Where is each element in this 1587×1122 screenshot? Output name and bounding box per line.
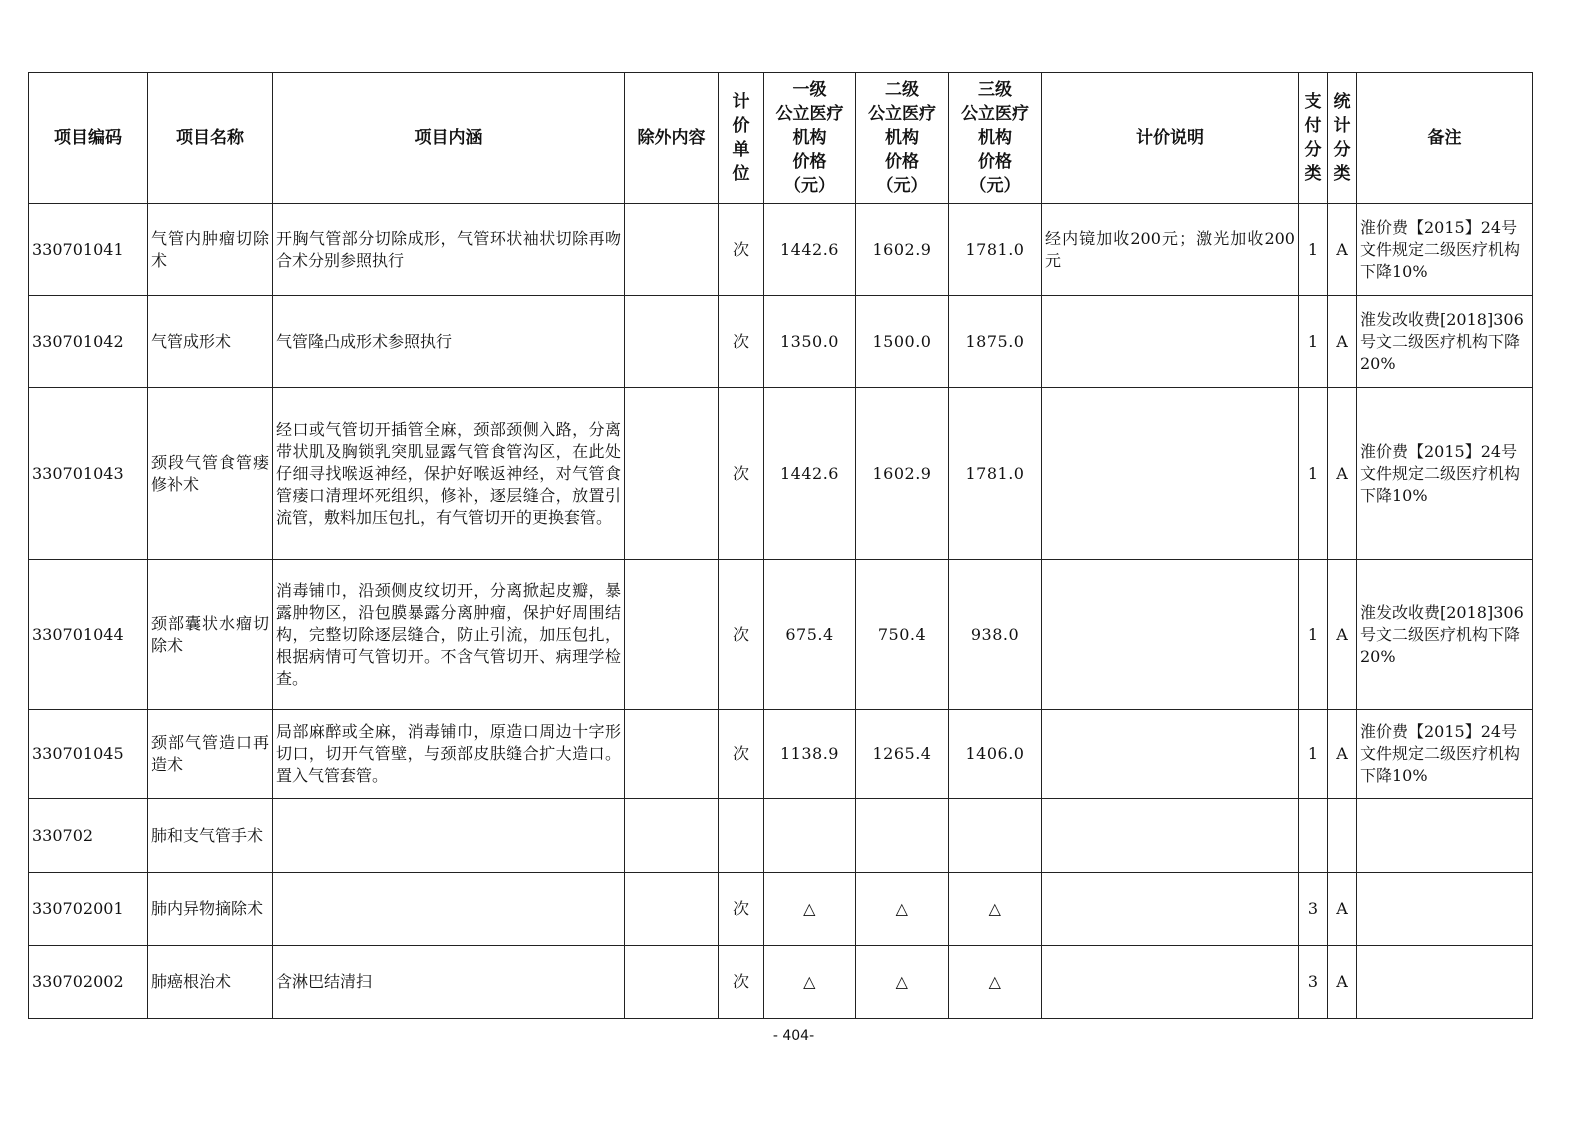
cell-remark (1357, 946, 1533, 1019)
header-level3-line: 价格 (978, 152, 1012, 172)
header-pay-category (1299, 73, 1328, 204)
cell-pricing-note (1042, 388, 1299, 560)
table-body (29, 204, 1533, 1019)
cell-pricing-note (1042, 710, 1299, 799)
cell-level1-price: 1138.9 (764, 710, 856, 799)
table-header (29, 73, 1533, 204)
header-stat-line: 类 (1333, 164, 1351, 184)
cell-name: 肺内异物摘除术 (148, 873, 273, 946)
table-row (29, 388, 1533, 560)
cell-unit: 次 (719, 710, 764, 799)
cell-level2-price: △ (856, 946, 949, 1019)
cell-name: 气管成形术 (148, 296, 273, 388)
cell-code: 330701042 (29, 296, 148, 388)
cell-code: 330701043 (29, 388, 148, 560)
cell-name: 气管内肿瘤切除术 (148, 204, 273, 296)
cell-level1-price (764, 799, 856, 873)
table-row (29, 710, 1533, 799)
header-level1-line: 一级 (792, 80, 827, 100)
cell-unit: 次 (719, 388, 764, 560)
cell-pricing-note: 经内镜加收200元；激光加收200元 (1042, 204, 1299, 296)
cell-exclusion (625, 388, 719, 560)
cell-pricing-note (1042, 560, 1299, 710)
cell-level1-price: △ (764, 873, 856, 946)
cell-code: 330701045 (29, 710, 148, 799)
header-stat-line: 统 (1333, 92, 1351, 112)
cell-content: 气管隆凸成形术参照执行 (273, 296, 625, 388)
cell-content: 经口或气管切开插管全麻，颈部颈侧入路，分离带状肌及胸锁乳突肌显露气管食管沟区，在此处仔细寻找喉返神经，保护好喉返神经，对气管食管瘘口清理坏死组织，修补，逐层缝合，放置引流管，敷料加压包扎，有气管切开的更换套管。 (273, 388, 625, 560)
header-unit-line: 价 (732, 116, 750, 136)
header-level2-line: 价格 (885, 152, 919, 172)
cell-level1-price: 675.4 (764, 560, 856, 710)
header-level3-line: 机构 (978, 128, 1012, 148)
header-pricing-note: 计价说明 (1042, 73, 1299, 204)
cell-pricing-note (1042, 296, 1299, 388)
cell-level2-price: 750.4 (856, 560, 949, 710)
cell-stat-category: A (1328, 873, 1357, 946)
page-number: - 404- (772, 1028, 815, 1044)
cell-name: 肺和支气管手术 (148, 799, 273, 873)
cell-pricing-note (1042, 799, 1299, 873)
header-level1-line: （元） (784, 176, 835, 196)
table-row (29, 204, 1533, 296)
cell-level3-price: 1781.0 (949, 388, 1042, 560)
cell-remark (1357, 799, 1533, 873)
header-level1-line: 公立医疗 (775, 104, 844, 124)
cell-name: 颈部气管造口再造术 (148, 710, 273, 799)
price-table (28, 72, 1533, 1019)
cell-level2-price: 1265.4 (856, 710, 949, 799)
cell-pay-category: 1 (1299, 710, 1328, 799)
cell-content: 局部麻醉或全麻，消毒铺巾，原造口周边十字形切口，切开气管壁，与颈部皮肤缝合扩大造口。置入气管套管。 (273, 710, 625, 799)
cell-level3-price: △ (949, 946, 1042, 1019)
cell-remark: 淮价费【2015】24号文件规定二级医疗机构下降10% (1357, 388, 1533, 560)
cell-content (273, 873, 625, 946)
cell-level2-price: 1500.0 (856, 296, 949, 388)
cell-code: 330701044 (29, 560, 148, 710)
header-level2-line: 机构 (885, 128, 919, 148)
cell-stat-category (1328, 799, 1357, 873)
header-level2-price (856, 73, 949, 204)
cell-stat-category: A (1328, 296, 1357, 388)
cell-remark (1357, 873, 1533, 946)
cell-level1-price: 1442.6 (764, 388, 856, 560)
cell-name: 肺癌根治术 (148, 946, 273, 1019)
cell-level3-price: 938.0 (949, 560, 1042, 710)
cell-level2-price (856, 799, 949, 873)
cell-remark: 淮发改收费[2018]306号文二级医疗机构下降20% (1357, 560, 1533, 710)
cell-unit (719, 799, 764, 873)
cell-exclusion (625, 296, 719, 388)
cell-pay-category: 3 (1299, 946, 1328, 1019)
header-level2-line: （元） (876, 176, 928, 196)
cell-pay-category: 1 (1299, 388, 1328, 560)
header-level3-line: 三级 (978, 80, 1012, 100)
cell-pay-category: 1 (1299, 296, 1328, 388)
cell-exclusion (625, 946, 719, 1019)
cell-name: 颈段气管食管瘘修补术 (148, 388, 273, 560)
cell-level2-price: △ (856, 873, 949, 946)
header-pay-line: 分 (1304, 140, 1322, 160)
header-content: 项目内涵 (273, 73, 625, 204)
cell-level3-price: 1781.0 (949, 204, 1042, 296)
cell-level1-price: 1442.6 (764, 204, 856, 296)
cell-code: 330702 (29, 799, 148, 873)
cell-content: 消毒铺巾，沿颈侧皮纹切开，分离掀起皮瓣，暴露肿物区，沿包膜暴露分离肿瘤，保护好周围结构，完整切除逐层缝合，防止引流，加压包扎，根据病情可气管切开。不含气管切开、病理学检查。 (273, 560, 625, 710)
cell-unit: 次 (719, 946, 764, 1019)
cell-pay-category: 1 (1299, 204, 1328, 296)
header-level1-line: 价格 (792, 152, 827, 172)
cell-content (273, 799, 625, 873)
header-stat-line: 分 (1333, 140, 1351, 160)
cell-exclusion (625, 204, 719, 296)
cell-content: 含淋巴结清扫 (273, 946, 625, 1019)
table-row (29, 873, 1533, 946)
cell-code: 330702001 (29, 873, 148, 946)
header-code: 项目编码 (29, 73, 148, 204)
table-row (29, 799, 1533, 873)
header-pay-line: 支 (1304, 92, 1322, 112)
cell-stat-category: A (1328, 946, 1357, 1019)
cell-stat-category: A (1328, 710, 1357, 799)
header-level2-line: 公立医疗 (868, 104, 936, 124)
cell-remark: 淮发改收费[2018]306号文二级医疗机构下降20% (1357, 296, 1533, 388)
cell-level3-price (949, 799, 1042, 873)
header-level3-line: （元） (969, 176, 1021, 196)
cell-remark: 淮价费【2015】24号文件规定二级医疗机构下降10% (1357, 710, 1533, 799)
cell-unit: 次 (719, 204, 764, 296)
cell-exclusion (625, 710, 719, 799)
cell-stat-category: A (1328, 204, 1357, 296)
header-remark: 备注 (1357, 73, 1533, 204)
cell-exclusion (625, 560, 719, 710)
cell-exclusion (625, 873, 719, 946)
cell-level3-price: 1406.0 (949, 710, 1042, 799)
cell-level3-price: 1875.0 (949, 296, 1042, 388)
header-level2-line: 二级 (885, 80, 919, 100)
table-row (29, 946, 1533, 1019)
cell-level2-price: 1602.9 (856, 204, 949, 296)
table-row (29, 296, 1533, 388)
cell-level1-price: 1350.0 (764, 296, 856, 388)
cell-stat-category: A (1328, 388, 1357, 560)
cell-unit: 次 (719, 296, 764, 388)
header-stat-line: 计 (1333, 116, 1351, 136)
header-unit-line: 单 (732, 140, 750, 160)
header-pay-line: 付 (1304, 116, 1322, 136)
header-level1-price (764, 73, 856, 204)
cell-remark: 淮价费【2015】24号文件规定二级医疗机构下降10% (1357, 204, 1533, 296)
header-level1-line: 机构 (792, 128, 827, 148)
cell-content: 开胸气管部分切除成形，气管环状袖状切除再吻合术分别参照执行 (273, 204, 625, 296)
cell-pricing-note (1042, 946, 1299, 1019)
header-exclusion: 除外内容 (625, 73, 719, 204)
header-unit-line: 位 (732, 164, 750, 184)
cell-name: 颈部囊状水瘤切除术 (148, 560, 273, 710)
cell-unit: 次 (719, 560, 764, 710)
cell-level3-price: △ (949, 873, 1042, 946)
header-level3-price (949, 73, 1042, 204)
cell-unit: 次 (719, 873, 764, 946)
header-unit-line: 计 (732, 92, 750, 112)
cell-level1-price: △ (764, 946, 856, 1019)
cell-code: 330701041 (29, 204, 148, 296)
cell-stat-category: A (1328, 560, 1357, 710)
cell-pay-category (1299, 799, 1328, 873)
header-level3-line: 公立医疗 (961, 104, 1029, 124)
cell-pay-category: 1 (1299, 560, 1328, 710)
header-stat-category (1328, 73, 1357, 204)
table-row (29, 560, 1533, 710)
cell-pay-category: 3 (1299, 873, 1328, 946)
header-unit (719, 73, 764, 204)
header-name: 项目名称 (148, 73, 273, 204)
cell-exclusion (625, 799, 719, 873)
cell-level2-price: 1602.9 (856, 388, 949, 560)
cell-code: 330702002 (29, 946, 148, 1019)
header-pay-line: 类 (1304, 164, 1322, 184)
cell-pricing-note (1042, 873, 1299, 946)
